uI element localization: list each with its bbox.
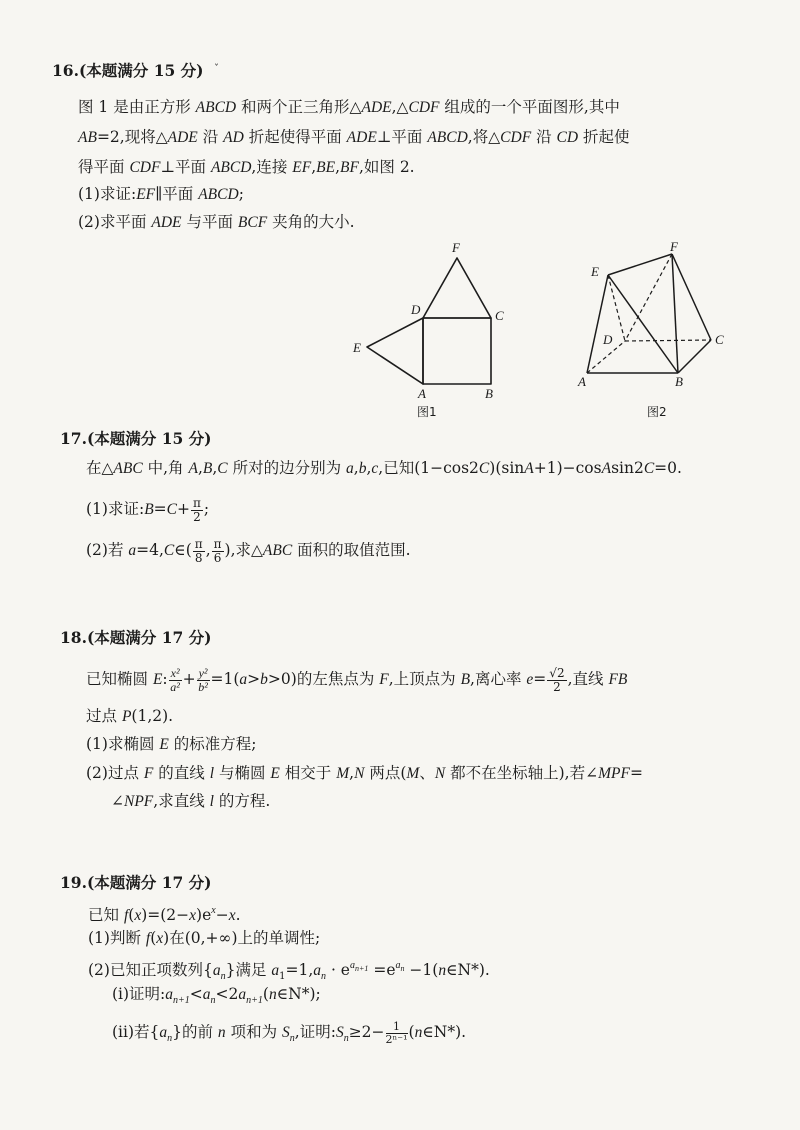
q17-paragraph: 在△ABC 中,角 A,B,C 所对的边分别为 a,b,c,已知(1−cos2C)(sinA+1)−cosAsin2C=0.: [86, 459, 682, 477]
q18-subquestion-2-line1: (2)过点 F 的直线 l 与椭圆 E 相交于 M,N 两点(M、N 都不在坐标轴上),若∠MPF=: [86, 764, 643, 782]
fig1-label-d: D: [411, 302, 421, 317]
fig2-label-a: A: [578, 374, 586, 389]
fraction-x2-over-a2: $\frac{\text{x²}}{\text{a²}}$: [170, 665, 180, 694]
q16-paragraph-line1: 图 1 是由正方形 ABCD 和两个正三角形△ADE,△CDF 组成的一个平面图形,其中: [78, 98, 620, 116]
fig2-label-e: E: [591, 264, 599, 279]
q18-paragraph-line2: 过点 P(1,2).: [86, 707, 174, 725]
fraction-sqrt2-over-2: $\frac{√2}{2}$: [549, 665, 565, 694]
q17-subquestion-1: (1)求证:B=C+ $\frac{\pi}{2}$ ;: [86, 495, 210, 524]
q19-part-i: (i)证明$:a_{n+1}<a_n<2a_{n+1}(n\in N*)$;: [112, 985, 321, 1006]
q19-part-ii: (ii)若$\{a_n\}$的前 n 项和为 $S_n$,证明$:S_n\ge 2-$ $\frac{1}{\text{2ⁿ⁻¹}}$ (n∈N*).: [112, 1019, 467, 1046]
q16-subquestion-1: (1)求证:EF∥平面 ABCD;: [78, 185, 244, 203]
fig1-square-abcd: [423, 318, 491, 384]
fig1-triangle-cdf: [423, 258, 491, 318]
q18-header: 18.(本题满分 17 分): [60, 628, 212, 647]
q17-subquestion-2: (2)若 a=4,C∈( $\frac{\pi}{8}$ , $\frac{\pi}{6}$ ),求△ABC 面积的取值范围.: [86, 536, 411, 565]
q16-header: 16.(本题满分 15 分): [52, 61, 204, 80]
q16-paragraph-line3: 得平面 CDF⊥平面 ABCD,连接 EF,BE,BF,如图 2.: [78, 158, 415, 176]
q18-paragraph-line1: 已知椭圆 E: $\frac{\text{x²}}{\text{a²}}$ + $\frac{\text{y²}}{\text{b²}}$ =1(a>b>0)的左焦点为 F,上顶点为 B,离心率 e= $\frac{√2}{2}$ ,直线 FB: [86, 665, 628, 694]
fig1-label-e: E: [353, 340, 361, 355]
fig2-label-b: B: [675, 374, 683, 389]
q19-header: 19.(本题满分 17 分): [60, 873, 212, 892]
fraction-pi-over-8: $\frac{\pi}{8}$: [194, 536, 203, 565]
fraction-pi-over-2: $\frac{\pi}{2}$: [193, 495, 201, 524]
fig2-label-d: D: [603, 332, 613, 347]
q19-subquestion-1: (1)判断 f(x)在(0,+∞)上的单调性;: [88, 929, 321, 947]
q16-subquestion-2: (2)求平面 ADE 与平面 BCF 夹角的大小.: [78, 213, 355, 231]
fig2-caption: 图2: [647, 405, 667, 419]
q18-subquestion-2-line2: ∠NPF,求直线 l 的方程.: [111, 792, 271, 810]
q17-header: 17.(本题满分 15 分): [60, 429, 212, 448]
q19-subquestion-2: (2)已知正项数列$\{a_n\}$满足 $a_1=1,a_n \cdot e^{an+1} =e^{an}$ −1(n∈N*).: [88, 960, 490, 982]
q19-paragraph: 已知 $f(x)=(2-x)e^x-x$.: [88, 905, 241, 924]
fig1-label-c: C: [495, 308, 504, 323]
figure-2: [575, 238, 735, 432]
fig1-caption: 图1: [417, 405, 437, 419]
stray-mark: ˇ: [214, 64, 219, 75]
fraction-y2-over-b2: $\frac{\text{y²}}{\text{b²}}$: [198, 665, 208, 694]
q18-subquestion-1: (1)求椭圆 E 的标准方程;: [86, 735, 257, 753]
fig1-label-f: F: [452, 240, 460, 255]
fraction-pi-over-6: $\frac{\pi}{6}$: [213, 536, 222, 565]
fig1-label-b: B: [485, 386, 493, 401]
fig1-triangle-ade: [367, 318, 423, 384]
fraction-1-over-2-pow-n-minus-1: $\frac{1}{\text{2ⁿ⁻¹}}$: [385, 1019, 408, 1046]
figure-1: [345, 238, 515, 432]
q16-paragraph-line2: AB=2,现将△ADE 沿 AD 折起使得平面 ADE⊥平面 ABCD,将△CDF 沿 CD 折起使: [78, 128, 630, 146]
fig1-label-a: A: [418, 386, 426, 401]
fig2-label-c: C: [715, 332, 724, 347]
fig2-label-f: F: [670, 239, 678, 254]
